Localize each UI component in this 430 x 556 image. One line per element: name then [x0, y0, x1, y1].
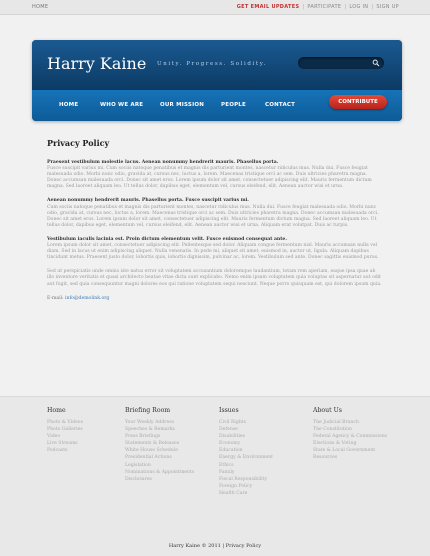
footer-link[interactable]: Health Care [219, 490, 248, 496]
divider: | [302, 4, 305, 10]
footer-link[interactable]: Statements & Releases [125, 441, 180, 447]
footer-link[interactable]: Ethics [219, 462, 234, 468]
nav-our-mission[interactable]: OUR MISSION [160, 102, 205, 108]
footer-link[interactable]: Live Streams [47, 441, 78, 447]
footer-heading[interactable]: Briefing Room [125, 407, 171, 414]
top-home-link[interactable]: HOME [32, 4, 49, 10]
nav-contact[interactable]: CONTACT [265, 102, 296, 108]
footer-link[interactable]: Defense [219, 427, 238, 433]
footer-link[interactable]: Podcasts [47, 448, 68, 454]
nav-who-we-are[interactable]: WHO WE ARE [100, 102, 144, 108]
footer-link[interactable]: Legislation [125, 462, 151, 468]
top-links [237, 4, 399, 10]
paragraph-4 [47, 269, 383, 287]
footer-link[interactable]: Video [47, 434, 61, 440]
divider: | [220, 543, 226, 549]
paragraph-3-body: Lorem ipsum dolor sit amet, consectetuer adipiscing elit. Pellentesque sed dolor. Aliquam congue fermentum nisl. Mauris accumsan nulla vel diam. Sed in lacus ut enim adipiscing aliquet. Nulla venenatis. In pede mi, aliquet sit amet, euismod in, auctor ut, ligula. Aliquam dapibus tincidunt metus. Praesent justo dolor, lobortis quis, lobortis dignissim, pulvinar ac, lorem. Vestibulum sed ante. Donec sagittis euismod purus. [47, 243, 379, 261]
nav-home[interactable]: HOME [59, 102, 79, 108]
footer-heading[interactable]: Issues [219, 407, 239, 414]
footer-column-home [47, 407, 83, 454]
signup-link[interactable]: SIGN UP [376, 4, 399, 10]
footer-link[interactable]: Fiscal Responsibility [219, 476, 268, 482]
tagline: Unity. Progress. Solidity. [157, 61, 268, 67]
footer-link[interactable]: Your Weekly Address [125, 420, 174, 425]
footer-heading[interactable]: About Us [313, 407, 342, 414]
nav-people[interactable]: PEOPLE [221, 102, 246, 108]
paragraph-1 [47, 160, 383, 190]
divider: | [371, 4, 374, 10]
footer-link[interactable]: Press Briefings [125, 434, 161, 440]
footer-link[interactable]: Economy [219, 441, 241, 447]
paragraph-4-body: Sed ut perspiciatis unde omnis iste natus error sit voluptatem accusantium doloremque laudantium, totam rem aperiam, eaque ipsa quae ab illo inventore veritatis et quasi architecto beatae vitae dicta sunt explicabo. Nemo enim ipsam voluptatem quia voluptas sit aspernatur aut odit aut fugit, sed quia consequuntur magni dolores eos qui ratione voluptatem sequi nesciunt. Neque porro quisquam est, qui dolorem ipsum quia. [47, 269, 382, 287]
top-bar [0, 0, 430, 15]
site-footer [0, 396, 430, 556]
copyright-text: Harry Kaine © 2011 [168, 543, 221, 549]
footer-link[interactable]: Elections & Voting [313, 441, 357, 447]
footer-link[interactable]: Energy & Environment [219, 455, 273, 461]
copyright [0, 543, 430, 549]
site-header [32, 40, 402, 121]
email-updates-link[interactable]: GET EMAIL UPDATES [236, 4, 300, 10]
paragraph-2-lead: Aenean nonummy hendrerit mauris. Phasellus porta. Fusce suscipit varius mi. [47, 198, 249, 204]
paragraph-2-body: Cum sociis natoque penatibus et magnis dis parturient montes, nascetur ridiculus mus. Nulla dui. Fusce feugiat malesuada odio. Morbi nunc odio, gravida at, cursus nec, luctus a, lorem. Maecenas tristique orci ac sem. Duis ultricies pharetra magna. Donec accumsan malesuada orci. Donec sit amet eros. Lorem ipsum dolor sit amet, consectetuer adipiscing elit. Mauris fermentum dictum magna. Sed laoreet aliquam leo. Ut tellus dolor, dapibus eget, elementum vel, cursus eleifend, elit. Aenean auctor wisi et urna. Aliquam erat volutpat. Duis ac turpis. [47, 204, 379, 228]
footer-link[interactable]: Education [219, 448, 243, 454]
footer-link[interactable]: State & Local Government [313, 448, 376, 454]
footer-link[interactable]: Photo Galleries [47, 427, 83, 433]
footer-column-about-us [313, 407, 387, 462]
footer-link[interactable]: Federal Agency & Commissions [313, 434, 388, 440]
footer-link[interactable]: Disabilities [219, 434, 245, 440]
privacy-policy-link[interactable]: Privacy Policy [225, 543, 262, 549]
footer-link[interactable]: Foreign Policy [219, 483, 253, 489]
footer-link[interactable]: Speeches & Remarks [125, 427, 175, 433]
footer-link[interactable]: Photo & Videos [47, 420, 83, 425]
email-link[interactable]: info@demolink.org [65, 295, 110, 301]
paragraph-3-lead: Vestibulum iaculis lacinia est. Proin dictum elementum velit. Fusce euismod consequat ante. [47, 236, 287, 242]
footer-heading[interactable]: Home [47, 407, 66, 414]
participate-link[interactable]: PARTICIPATE [307, 4, 342, 10]
footer-link[interactable]: White House Schedule [125, 448, 178, 454]
footer-column-briefing-room [125, 407, 194, 483]
footer-link[interactable]: Family [219, 469, 235, 475]
main-content [47, 138, 383, 301]
login-link[interactable]: LOG IN [349, 4, 369, 10]
search-icon[interactable] [372, 59, 380, 67]
footer-link[interactable]: Disclosures [125, 476, 152, 482]
email-label: E-mail: [47, 295, 66, 301]
paragraph-2 [47, 198, 383, 228]
footer-link[interactable]: The Constitution [313, 427, 352, 433]
footer-link[interactable]: Civil Rights [219, 420, 247, 425]
paragraph-1-body: Fusce suscipit varius mi. Cum sociis natoque penatibus et magnis dis parturient montes, nascetur ridiculus mus. Nulla dui. Fusce feugiat malesuada odio. Morbi nunc odio, gravida at, cursus nec, luctus a, lorem. Maecenas tristique orci ac sem. Duis ultricies pharetra magna. Donec accumsan malesuada orci. Donec sit amet eros. Lorem ipsum dolor sit amet, consectetuer adipiscing elit. Mauris fermentum dictum magna. Sed laoreet aliquam leo. Ut tellus dolor, dapibus eget, elementum vel, cursus eleifend, elit. Aenean auctor wisi et urna. [47, 166, 372, 190]
paragraph-3 [47, 237, 383, 261]
site-logo[interactable]: Harry Kaine [47, 54, 147, 73]
page-title: Privacy Policy [47, 138, 110, 148]
email-line [47, 296, 383, 301]
footer-link[interactable]: Presidential Actions [125, 455, 172, 461]
footer-column-issues [219, 407, 273, 497]
footer-link[interactable]: The Judicial Branch [313, 420, 359, 425]
search-input[interactable] [304, 58, 370, 68]
contribute-button[interactable]: CONTRIBUTE [329, 95, 387, 109]
divider: | [344, 4, 347, 10]
paragraph-1-lead: Praesent vestibulum molestie lacus. Aenean nonummy hendrerit mauris. Phasellus porta. [47, 160, 279, 165]
footer-link[interactable]: Nominations & Appointments [125, 469, 195, 475]
search-box [298, 57, 384, 69]
footer-link[interactable]: Resources [313, 455, 338, 461]
